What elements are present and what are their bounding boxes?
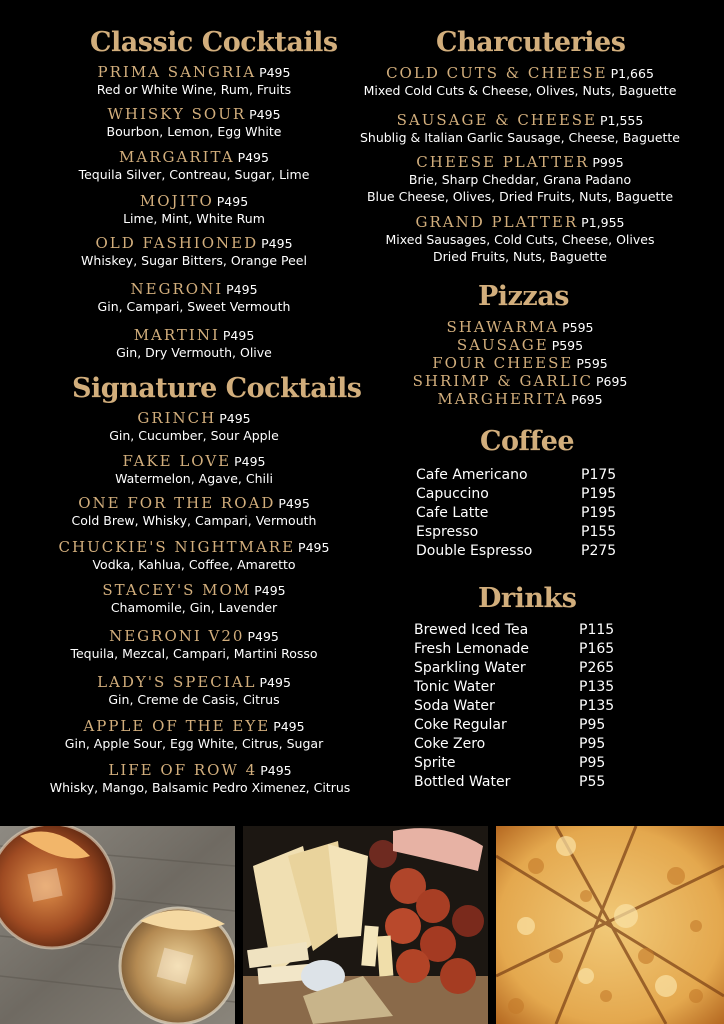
item-name: GRINCH	[137, 409, 217, 427]
item-description: Shublig & Italian Garlic Sausage, Cheese, Baguette	[359, 130, 681, 145]
item-price: P495	[261, 236, 293, 251]
item-name: NEGRONI	[130, 280, 224, 298]
item-price: P275	[581, 543, 617, 559]
pizza-photo	[496, 826, 724, 1024]
item-description: Gin, Creme de Casis, Citrus	[108, 692, 280, 707]
drinks-row	[414, 774, 654, 790]
item-name: MOJITO	[139, 192, 214, 210]
item-name: LIFE OF ROW 4	[108, 761, 258, 779]
item-price: P495	[226, 282, 258, 297]
item-name: SAUSAGE	[456, 336, 549, 354]
item-name: Espresso	[416, 524, 479, 540]
item-name: Cafe Latte	[416, 505, 489, 521]
item-price: P1,955	[581, 215, 625, 230]
item-name: Double Espresso	[416, 543, 533, 559]
coffee-row	[416, 524, 656, 540]
item-name: Fresh Lemonade	[414, 641, 530, 657]
item-price: P135	[579, 679, 615, 695]
item-name: LADY'S SPECIAL	[97, 673, 257, 691]
menu-item	[340, 63, 700, 99]
item-name: Capuccino	[416, 486, 489, 502]
pizzas-title: Pizzas	[478, 281, 569, 312]
item-price: P695	[571, 392, 603, 407]
signature-cocktails-title: Signature Cocktails	[72, 373, 362, 404]
item-name: Bottled Water	[414, 774, 511, 790]
item-name: Tonic Water	[414, 679, 496, 695]
menu-item	[340, 152, 700, 205]
coffee-row	[416, 486, 656, 502]
coffee-row	[416, 505, 656, 521]
item-price: P595	[551, 338, 584, 353]
item-price: P595	[576, 356, 608, 371]
drinks-row	[414, 660, 654, 676]
item-price: P695	[595, 374, 628, 389]
item-name: Soda Water	[414, 698, 495, 714]
item-price: P175	[581, 467, 617, 483]
item-description-line2: Blue Cheese, Olives, Dried Fruits, Nuts, Baguette	[366, 189, 674, 204]
item-price: P495	[254, 583, 286, 598]
item-description: Gin, Campari, Sweet Vermouth	[97, 299, 291, 314]
menu-item	[0, 325, 388, 361]
item-description: Vodka, Kahlua, Coffee, Amaretto	[92, 557, 296, 572]
item-price: P495	[278, 496, 310, 511]
menu-item	[0, 104, 388, 140]
menu-item	[0, 408, 388, 444]
item-name: COLD CUTS & CHEESE	[386, 64, 608, 82]
menu-item	[0, 716, 388, 752]
item-description: Tequila Silver, Contreau, Sugar, Lime	[78, 167, 310, 182]
menu-item	[0, 233, 388, 269]
coffee-row	[416, 543, 656, 559]
item-name: Sprite	[414, 755, 456, 771]
drinks-row	[414, 622, 654, 638]
item-price: P495	[219, 411, 251, 426]
item-description: Gin, Apple Sour, Egg White, Citrus, Sugar	[64, 736, 324, 751]
item-name: Sparkling Water	[414, 660, 526, 676]
cocktail-photo	[0, 826, 235, 1024]
drinks-row	[414, 755, 654, 771]
item-price: P135	[579, 698, 615, 714]
menu-item	[0, 451, 388, 487]
item-price: P55	[579, 774, 606, 790]
item-price: P195	[581, 486, 617, 502]
pizza-item	[340, 353, 700, 372]
drinks-row	[414, 717, 654, 733]
item-price: P495	[298, 540, 330, 555]
charcuterie-photo	[243, 826, 488, 1024]
item-description: Cold Brew, Whisky, Campari, Vermouth	[71, 513, 317, 528]
menu-item	[0, 537, 388, 573]
item-description: Red or White Wine, Rum, Fruits	[96, 82, 292, 97]
item-price: P155	[581, 524, 617, 540]
menu-item	[0, 760, 400, 796]
item-name: SHRIMP & GARLIC	[412, 372, 593, 390]
item-description: Watermelon, Agave, Chili	[115, 471, 273, 486]
menu-item	[0, 191, 388, 227]
pizza-item	[340, 317, 700, 336]
item-price: P495	[259, 675, 291, 690]
item-description: Mixed Sausages, Cold Cuts, Cheese, Olives	[385, 232, 655, 247]
item-description: Lime, Mint, White Rum	[123, 211, 265, 226]
item-name: FAKE LOVE	[122, 452, 232, 470]
drinks-row	[414, 736, 654, 752]
item-price: P495	[247, 629, 279, 644]
item-name: GRAND PLATTER	[415, 213, 579, 231]
menu-item	[0, 626, 388, 662]
menu-item	[0, 147, 388, 183]
item-description: Mixed Cold Cuts & Cheese, Olives, Nuts, Baguette	[363, 83, 677, 98]
menu-item	[340, 110, 700, 146]
item-description: Gin, Dry Vermouth, Olive	[116, 345, 272, 360]
menu-item	[0, 62, 388, 98]
classic-cocktails-title: Classic Cocktails	[90, 27, 338, 58]
item-name: ONE FOR THE ROAD	[78, 494, 276, 512]
item-price: P495	[249, 107, 281, 122]
item-name: SAUSAGE & CHEESE	[396, 111, 598, 129]
item-description: Bourbon, Lemon, Egg White	[106, 124, 282, 139]
item-price: P495	[260, 763, 292, 778]
pizza-item	[340, 389, 700, 408]
menu-item	[0, 279, 388, 315]
pizza-item	[340, 371, 700, 390]
item-price: P995	[592, 155, 624, 170]
item-name: FOUR CHEESE	[432, 354, 574, 372]
item-price: P1,665	[610, 66, 654, 81]
item-price: P95	[579, 736, 606, 752]
item-description: Whisky, Mango, Balsamic Pedro Ximenez, Citrus	[49, 780, 351, 795]
item-name: OLD FASHIONED	[95, 234, 259, 252]
item-price: P95	[579, 717, 606, 733]
item-price: P95	[579, 755, 606, 771]
item-price: P595	[562, 320, 594, 335]
item-price: P1,555	[600, 113, 644, 128]
item-name: Coke Zero	[414, 736, 486, 752]
menu-item	[0, 580, 388, 616]
menu-item	[340, 212, 700, 265]
item-name: SHAWARMA	[446, 318, 560, 336]
item-price: P495	[234, 454, 266, 469]
item-name: Coke Regular	[414, 717, 507, 733]
item-description: Gin, Cucumber, Sour Apple	[109, 428, 279, 443]
item-name: APPLE OF THE EYE	[83, 717, 271, 735]
item-name: Cafe Americano	[416, 467, 528, 483]
pizza-item	[340, 335, 700, 354]
item-price: P165	[579, 641, 615, 657]
item-name: CHEESE PLATTER	[416, 153, 590, 171]
item-description: Whiskey, Sugar Bitters, Orange Peel	[81, 253, 307, 268]
drinks-row	[414, 679, 654, 695]
menu-item	[0, 493, 388, 529]
item-price: P495	[222, 328, 255, 343]
item-name: Brewed Iced Tea	[414, 622, 529, 638]
item-name: CHUCKIE'S NIGHTMARE	[58, 538, 296, 556]
drinks-row	[414, 698, 654, 714]
item-price: P495	[237, 150, 269, 165]
item-name: WHISKY SOUR	[107, 105, 247, 123]
drinks-row	[414, 641, 654, 657]
item-price: P265	[579, 660, 615, 676]
item-name: MARGARITA	[119, 148, 235, 166]
item-description: Brie, Sharp Cheddar, Grana Padano	[408, 172, 632, 187]
item-price: P115	[579, 622, 615, 638]
drinks-title: Drinks	[478, 583, 577, 614]
item-price: P495	[259, 65, 291, 80]
item-name: MARGHERITA	[437, 390, 569, 408]
item-description-line2: Dried Fruits, Nuts, Baguette	[433, 249, 607, 264]
item-description: Chamomile, Gin, Lavender	[110, 600, 278, 615]
coffee-row	[416, 467, 656, 483]
item-price: P195	[581, 505, 617, 521]
charcuteries-title: Charcuteries	[436, 27, 626, 58]
coffee-title: Coffee	[480, 426, 575, 457]
item-price: P495	[273, 719, 305, 734]
item-name: MARTINI	[133, 326, 220, 344]
item-name: PRIMA SANGRIA	[97, 63, 257, 81]
item-description: Tequila, Mezcal, Campari, Martini Rosso	[70, 646, 318, 661]
item-price: P495	[216, 194, 249, 209]
menu-item	[0, 672, 388, 708]
item-name: STACEY'S MOM	[102, 581, 252, 599]
item-name: NEGRONI V20	[109, 627, 245, 645]
